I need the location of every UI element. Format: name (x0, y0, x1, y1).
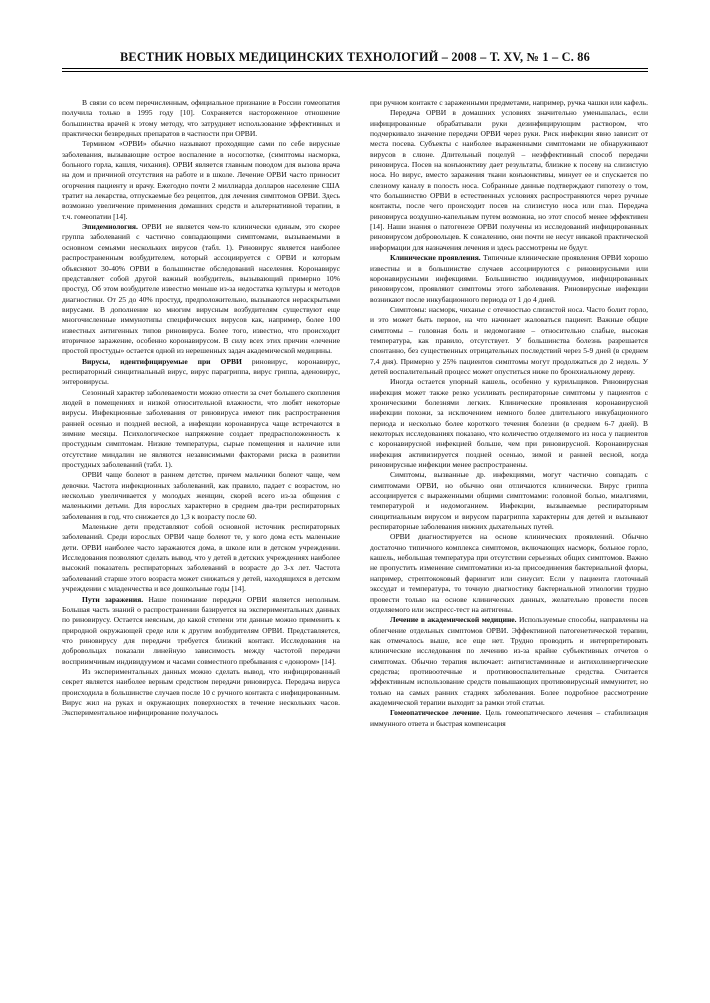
section-heading: Вирусы, идентифицируемые при ОРВИ (82, 356, 242, 366)
paragraph: Передача ОРВИ в домашних условиях значительно уменьшалась, если инфицированные обрабатывали руки дезинфицирующим раствором, что подчеркивало значение передачи ОРВИ через руки. Риск инфекции явно зависит от места посева. Субъекты с наиболее выраженными симптомами не обнаруживают вирусов в слюне. Длительный поцелуй – неэффективный способ передачи риновируса. Посев на конъюнктиву дает результаты, близкие к посеву на слизистую носа. Но вирус, вместо заражения ткани конъюнктивы, минует ее и спускается по слезному каналу в полость носа. Собранные данные подтверждают гипотезу о том, что большинство ОРВИ в естественных условиях распространяются через ручные контакты, после чего происходит посев на слизистую носа или глаз. Передача риновируса воздушно-капельным путем возможна, но этот способ менее эффективен [14]. Наши знания о патогенезе ОРВИ получены из исследований инфицированных риновирусом добровольцев. К сожалению, они почти не несут никакой практической информации для назначения лечения и здесь рассмотрены не будут. (370, 108, 648, 252)
paragraph: В связи со всем перечисленным, официальное признание в России гомеопатия получила только в 1995 году [10]. Сохраняется настороженное отношение большинства врачей к этому методу, что затрудняет использование эффективных и практически безвредных препаратов в частности при ОРВИ. (62, 98, 340, 139)
section-heading: Гомеопатическое лечение (390, 708, 480, 718)
paragraph: Иногда остается упорный кашель, особенно у курильщиков. Риновирусная инфекция может также резко усиливать респираторные симптомы у пациентов с хроническими болезнями легких. Клинические проявления коронавирусной инфекции похожи, за исключением немного более длительного инкубационного периода и несколько более короткого течения болезни (в среднем 6-7 дней). В некоторых исследованиях показано, что количество отделяемого из носа у пациентов с коронавирусной инфекцией больше, чем при риновирусной. Коронавирусная инфекция активизируется поздней осенью, зимой и ранней весной, когда риновирусные инфекции менее распространены. (370, 377, 648, 470)
journal-header: ВЕСТНИК НОВЫХ МЕДИЦИНСКИХ ТЕХНОЛОГИЙ – 2008 – Т. XV, № 1 – С. 86 (120, 50, 590, 64)
paragraph: при ручном контакте с зараженными предметами, например, ручка чашки или кафель. (370, 98, 648, 107)
paragraph: Лечение в академической медицине. Используемые способы, направлены на облегчение отдельных симптомов ОРВИ. Эффективной патогенетической терапии, как отмечалось выше, все еще нет. Трудно проводить и интерпретировать клинические исследования по лечению из-за крайне субъективных отчетов о симптомах. Обычно терапия включает: антигистаминные и антихолинергические средства; противоотечные и противовоспалительные средства. Считается эффективным использование средств повышающих противовирусный иммунитет, но только на самых ранних стадиях заболевания. Более подробное рассмотрение академической терапии выходит за рамки этой статьи. (370, 615, 648, 707)
paragraph: Из экспериментальных данных можно сделать вывод, что инфицированный секрет является наиболее верным средством передачи риновируса. Передача вируса происходила в большинстве случаев после 10 с ручного контакта с инфицированным. Вирус жил на руках и окружающих поверхностях в течение нескольких часов. Экспериментальное инфицирование получалось (62, 666, 340, 718)
paragraph: Симптомы, вызванные др. инфекциями, могут частично совпадать с симптомами ОРВИ, но обычно они отличаются клинически. Вирус гриппа ассоциируется с выраженными общими симптомами: головной болью, миалгиями, температурой и недомоганием. Инфекции, вызываемые респираторным синцитиальным вирусом и вирусом парагриппа характерны для детей и вызывают респираторные заболевания нижних дыхательных путей. (370, 470, 648, 532)
paragraph: Сезонный характер заболеваемости можно отнести за счет большего скопления людей в помещениях и низкой относительной влажности, что любят некоторые вирусы. Инфекционные заболевания от риновируса имеют пик распространения ранней осенью и поздней весной, а инфекции коронавируса чаще встречаются в зимние месяцы. Психологическое напряжение создает предрасположенность к простудным симптомам. Низкие температуры, сырые помещения и наличие или отсутствие миндалин не являются независимыми факторами риска в развитии простудных заболеваний (табл. 1). (62, 387, 340, 470)
paragraph: Симптомы: насморк, чиханье с отечностью слизистой носа. Часто болит горло, и это может быть первое, на что начинает жаловаться пациент. Важные общие симптомы – головная боль и недомогание – относительно слабые, высокая температура, как правило, отсутствует. У большинства болезнь разрешается спонтанно, без существенных отрицательных последствий через 5-9 дней (в среднем 7,4 дня). Примерно у 25% пациентов симптомы могут продолжаться до 2 недель. У детей воспалительный процесс может опуститься ниже по бронхиальному дереву. (370, 304, 648, 376)
section-heading: Эпидемиология. (82, 222, 138, 232)
section-heading: Пути заражения. (82, 594, 144, 604)
right-column (370, 98, 648, 729)
paragraph: Термином «ОРВИ» обычно называют проходящие сами по себе вирусные заболевания, вызывающие острое воспаление в носоглотке, (симптомы насморка, больного горла, кашля, чихания). ОРВИ является главным поводом для вызова врача на дом и причиной отсутствия на работе и в школе. Лечение ОРВИ часто приносит огорчения пациенту и врачу. Ежегодно почти 2 миллиарда долларов население США тратит на лекарства, отпускаемые без рецептов, для лечения симптомов ОРВИ. Здесь возможно увеличение применения домашних средств и альтернативной терапии, в т.ч. гомеопатии [14]. (62, 139, 340, 221)
header-rule-thick (62, 68, 648, 69)
paragraph: Вирусы, идентифицируемые при ОРВИ риновирус, коронавирус, респираторный синцитиальный вирус, вирус парагриппа, вирус гриппа, аденовирус, энтеровирусы. (62, 356, 340, 387)
left-column (62, 98, 340, 719)
paragraph: Клинические проявления. Типичные клинические проявления ОРВИ хорошо известны и в большинстве случаев ассоциируются с риновирусными или коронавирусными инфекциями. Большинство индивидуумов, инфицированных риновирусом, проявляют симптомы этого заболевания. Риновирусные инфекции возникают после инкубационного периода от 1 до 4 дней. (370, 253, 648, 304)
paragraph: Гомеопатическое лечение. Цель гомеопатического лечения – стабилизация иммунного ответа и быстрая компенсация (370, 708, 648, 728)
paragraph: Пути заражения. Наше понимание передачи ОРВИ является неполным. Большая часть знаний о распространении базируется на экспериментальных данных по риновирусу. Остается неясным, до какой степени эти данные можно применить к природной окружающей среде или к другим возбудителям ОРВИ. Представляется, что риновирусу для передачи требуется близкий контакт. Исследования на добровольцах показали линейную зависимость между частотой передачи восприимчивым индивидуумом и часами совместного пребывания с «донором» [14]. (62, 594, 340, 666)
section-heading: Клинические проявления. (390, 253, 481, 263)
header-rule-thin (62, 71, 648, 72)
paragraph: Эпидемиология. ОРВИ не является чем-то клинически единым, это скорее группа заболеваний с частично совпадающими симптомами, вызываемыми в основном семьями нескольких вирусов (табл. 1). Риновирус является наиболее распространенным возбудителем, который ассоциируется с ОРВИ и которым объясняют 30-40% ОРВИ в большинстве обследований населения. Коронавирус представляет собой другой важный возбудитель, вызывающий примерно 10% простуд. Об этом возбудителе известно меньше из-за недостатка культуры и методов диагностики. От 25 до 40% простуд, предположительно, вызываются нераскрытыми вирусами. В дополнение ко многим вирусным возбудителям существуют еще многочисленные иммунотипы специфических вирусов как, например, более 100 известных антигенных типов риновируса. Более того, известно, что происходит вторичное заражение, особенно коронавирусом. В силу всех этих причин «лечение простой простуды» остается одной из нерешенных задач академической медицины. (62, 222, 340, 356)
paragraph: ОРВИ чаще болеют в раннем детстве, причем мальчики болеют чаще, чем девочки. Частота инфекционных заболеваний, как правило, падает с возрастом, но несколько увеличивается у молодых женщин, скорей всего из-за общения с маленькими детьми. Для взрослых характерно в среднем два-три респираторных заболевания в год, что снижается до 1,3 к возрасту после 60. (62, 470, 340, 521)
paragraph: ОРВИ диагностируется на основе клинических проявлений. Обычно достаточно типичного комплекса симптомов, включающих насморк, больное горло, кашель, небольшая температура при отсутствии серьезных общих симптомов. Важно не пропустить изменение симптоматики из-за присоединения бактериальной флоры, например, стрептококовый фарингит или синусит. Если у пациента глоточный экссудат и температура, то точную диагностику бактериальной этиологии трудно провести только на основе клинических данных, желательно провести посев отделяемого или экспресс-тест на антигены. (370, 532, 648, 614)
section-heading: Лечение в академической медицине. (390, 615, 517, 625)
paragraph: Маленькие дети представляют собой основной источник респираторных заболеваний. Среди взрослых ОРВИ чаще болеют те, у кого дома есть маленькие дети. ОРВИ наиболее часто заражаются дома, в школе или в детском учреждении. Исследования позволяют сделать вывод, что у детей в детских учреждениях наиболее высокий показатель респираторных заболеваний в возрасте до 3-х лет. Частота заболеваний старше этого возраста может снижаться у детей, находящихся в детском учреждении с младенчества и все дошкольные годы [14]. (62, 522, 340, 594)
